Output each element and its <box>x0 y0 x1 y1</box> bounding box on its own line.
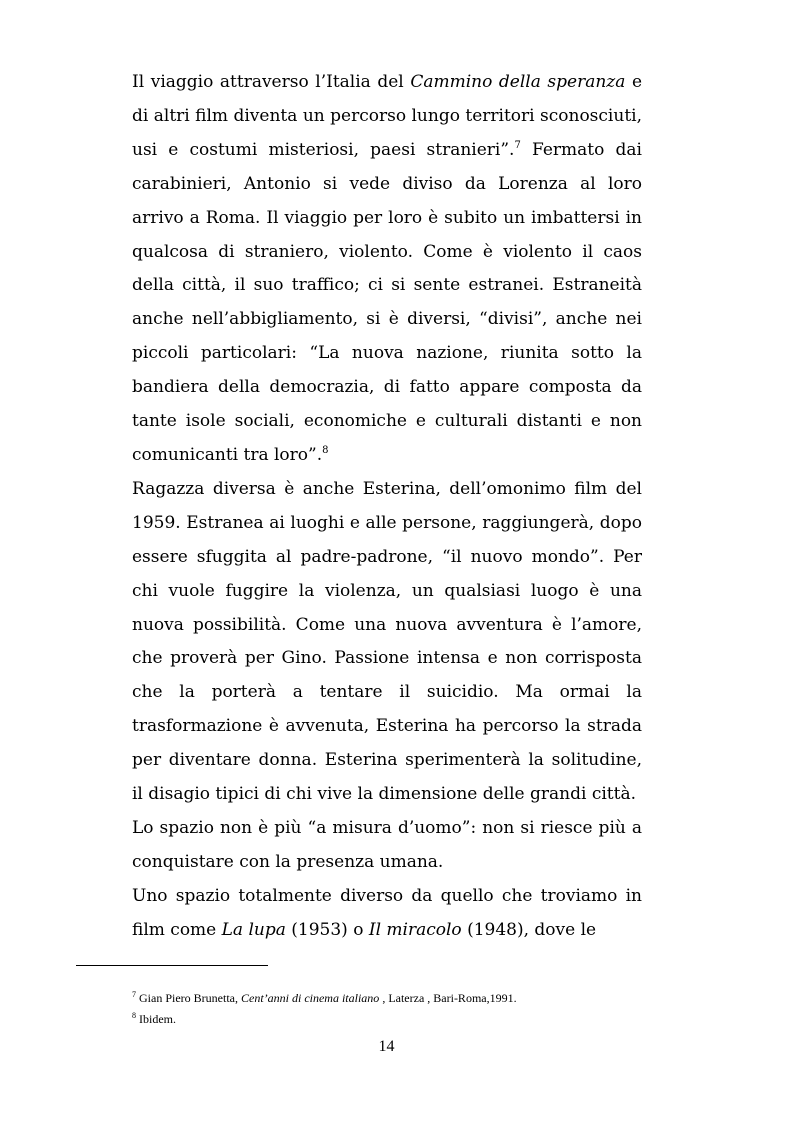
footnote-7 <box>132 988 732 1009</box>
footnote-text: Ibidem. <box>139 1012 176 1026</box>
paragraph-text: (1948), dove le <box>461 919 597 940</box>
paragraph-text: Fermato dai carabinieri, Antonio si vede diviso da Lorenza al loro arrivo a Roma. Il viaggio per loro è subito un imbattersi in qualcosa di straniero, violento. Come è violento il caos della città, il suo traffico; ci si sente estranei. Estraneità anche nell’abbigliamento, si è diversi, “divisi”, anche nei piccoli particolari: “La nuova nazione, riunita sotto la bandiera della democrazia, di fatto appare composta da tante isole sociali, economiche e culturali distanti e non comunicanti tra loro”. <box>132 139 642 465</box>
paragraph-1 <box>132 66 642 473</box>
film-title: Il miracolo <box>368 919 462 940</box>
footnote-ref-7[interactable]: 7 <box>514 139 521 151</box>
book-title: Cent’anni di cinema italiano <box>240 991 380 1005</box>
paragraph-4 <box>132 880 642 948</box>
paragraph-2: Ragazza diversa è anche Esterina, dell’omonimo film del 1959. Estranea ai luoghi e alle persone, raggiungerà, dopo essere sfuggita al padre-padrone, “il nuovo mondo”. Per chi vuole fuggire la violenza, un qualsiasi luogo è una nuova possibilità. Come una nuova avventura è l’amore, che proverà per Gino. Passione intensa e non corrisposta che la porterà a tentare il suicidio. Ma ormai la trasformazione è avvenuta, Esterina ha percorso la strada per diventare donna. Esterina sperimenterà la solitudine, il disagio tipici di chi vive la dimensione delle grandi città. <box>132 478 642 805</box>
paragraph-text: e di altri film diventa un percorso lungo territori sconosciuti, usi e costumi misteriosi, paesi stranieri”. <box>132 72 642 160</box>
footnote-ref-8[interactable]: 8 <box>322 444 329 456</box>
page-number: 14 <box>378 1038 395 1055</box>
footnote-text: Gian Piero Brunetta, <box>139 991 241 1005</box>
paragraph-text: (1953) o <box>285 919 369 940</box>
film-title: Cammino della speranza <box>410 72 626 92</box>
paragraph-3: Lo spazio non è più “a misura d’uomo”: non si riesce più a conquistare con la presenza umana. <box>132 817 642 872</box>
footnote-text: , Laterza , Bari-Roma,1991. <box>379 991 517 1005</box>
footnote-8 <box>132 1009 732 1030</box>
footnotes <box>132 988 732 1030</box>
paragraph-text: Il viaggio attraverso l’Italia del <box>132 72 411 92</box>
body-text <box>132 66 642 948</box>
footnote-number: 8 <box>132 1011 136 1020</box>
film-title: La lupa <box>221 919 286 940</box>
footnote-divider <box>76 965 268 966</box>
paragraph-text: Uno spazio totalmente diverso da quello che troviamo in film come <box>132 885 642 940</box>
footnote-number: 7 <box>132 990 136 999</box>
